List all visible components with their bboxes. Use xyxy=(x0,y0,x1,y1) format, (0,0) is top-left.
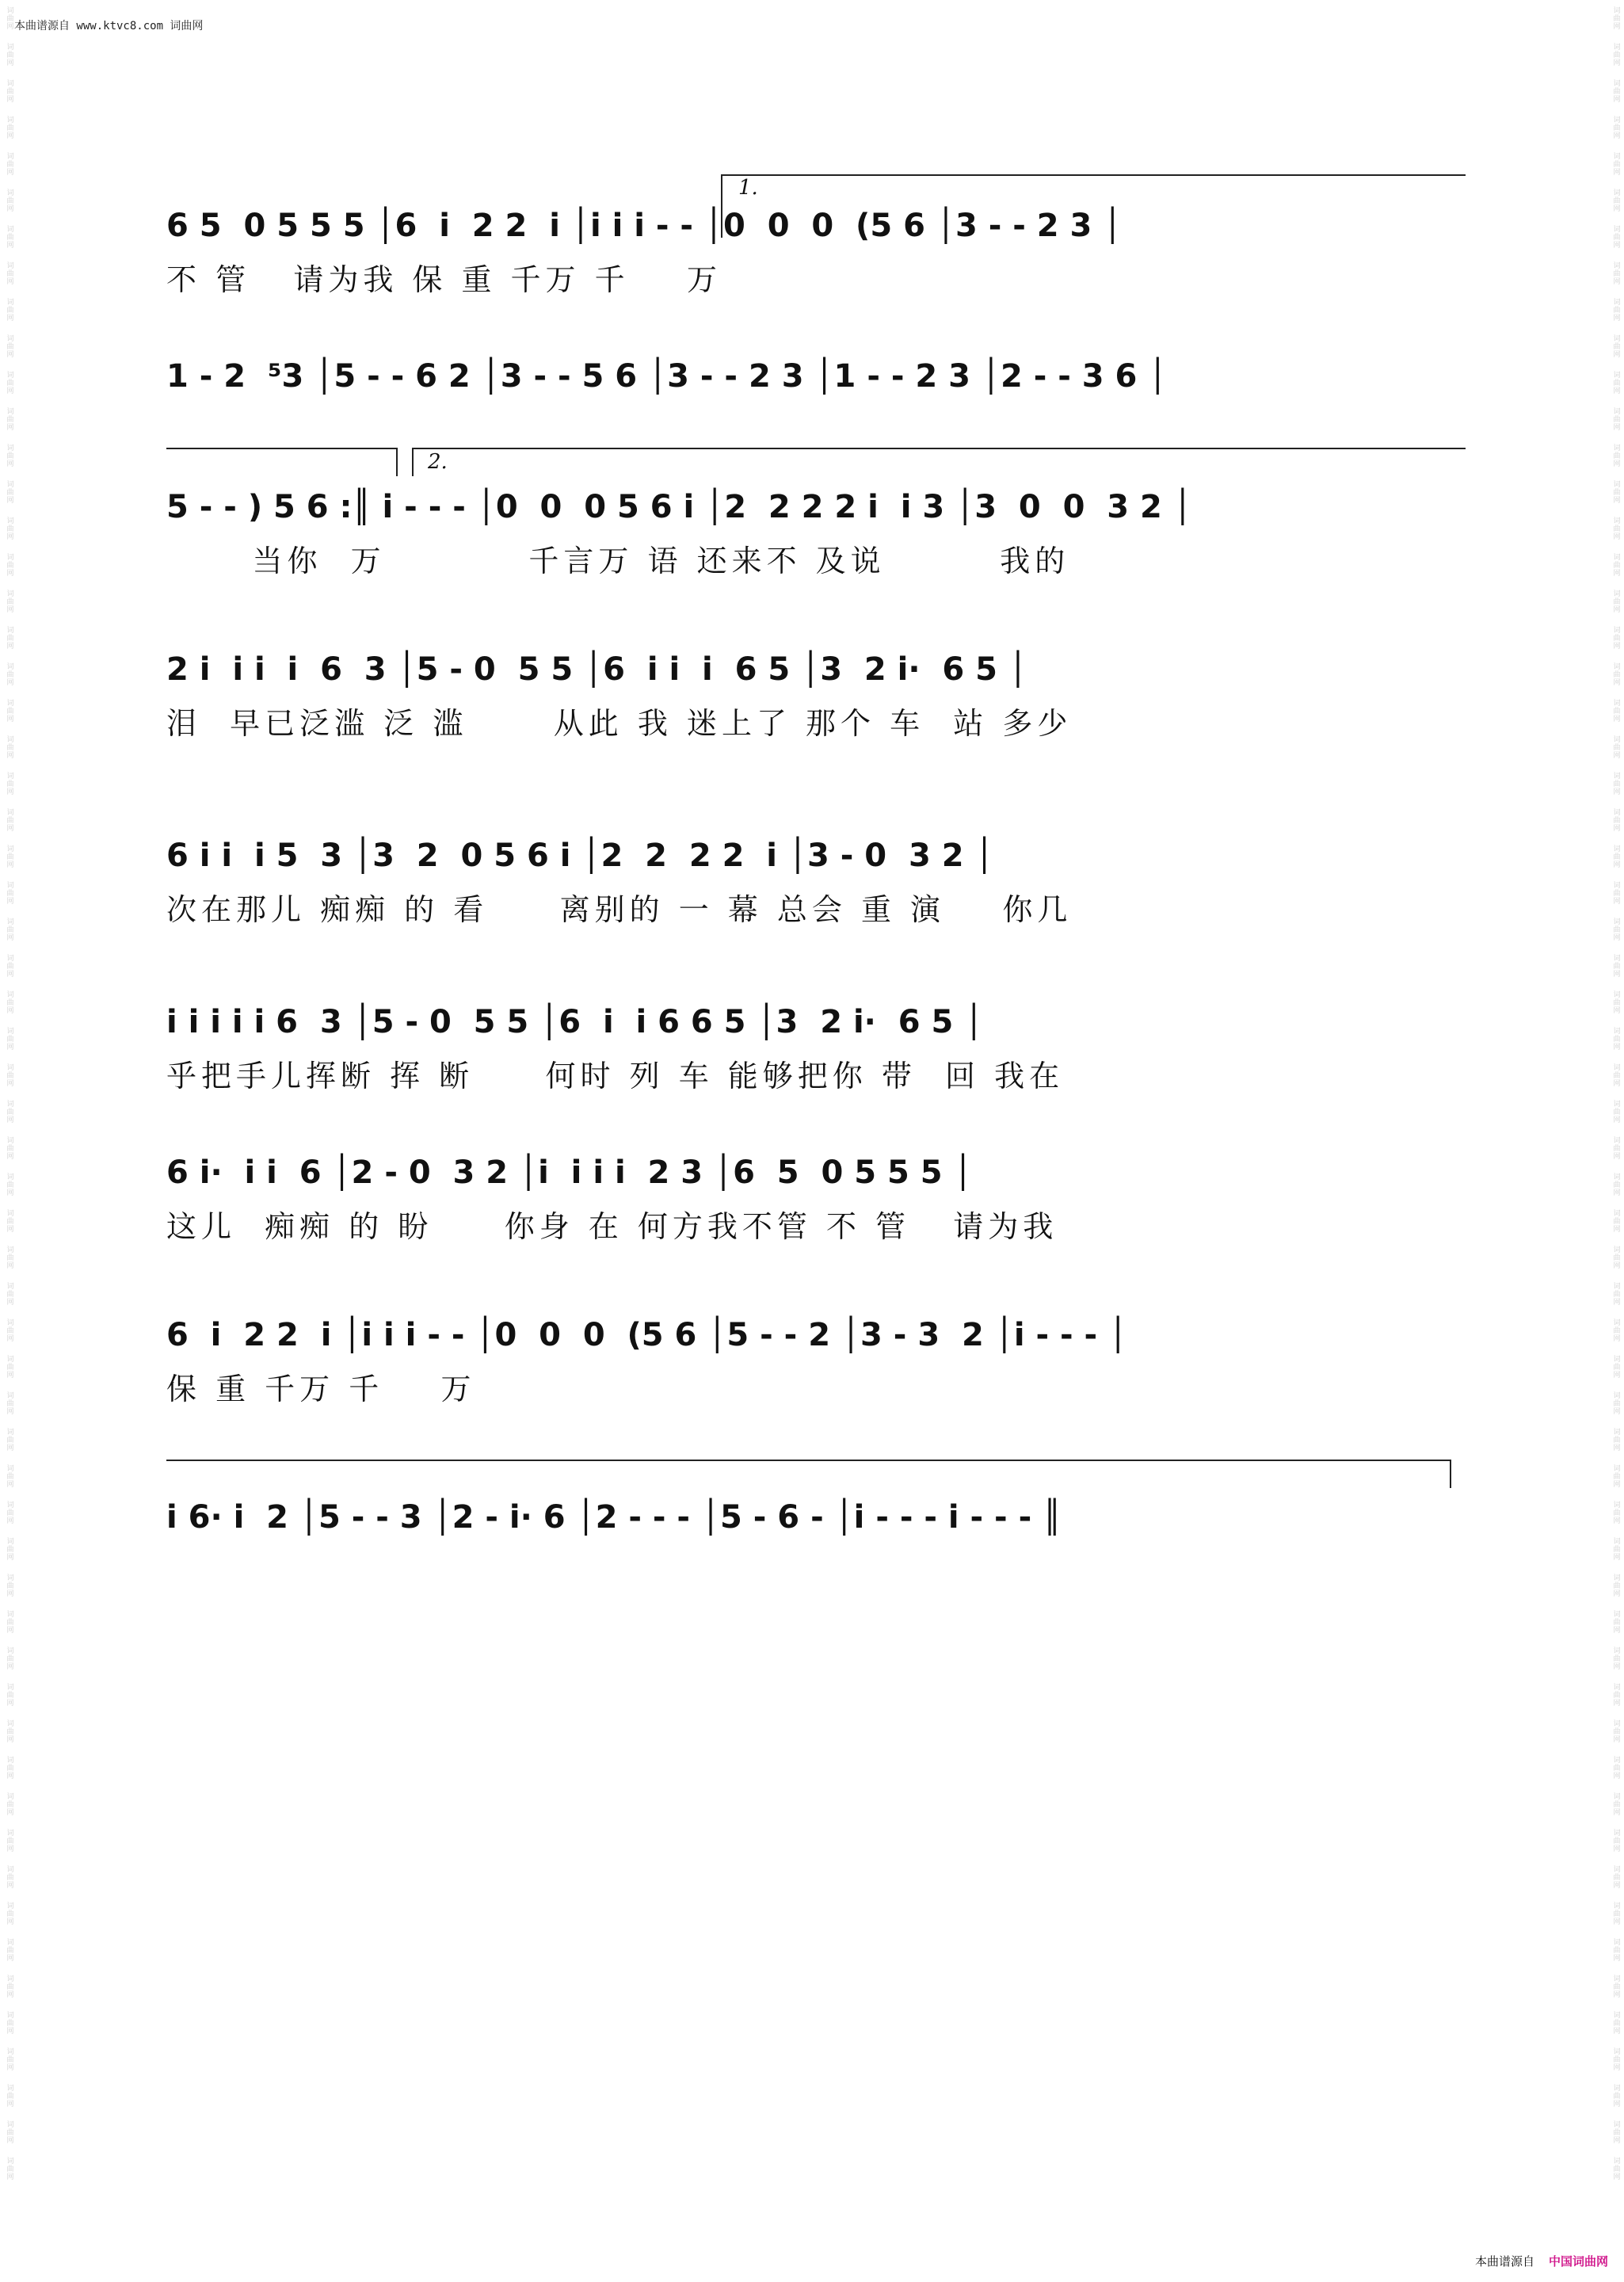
volta-two-bracket xyxy=(412,448,1466,449)
notes-line: 2 i i i i 6 3 │5 - 0 5 5 │6 i i i 6 5 │3 2 i· 6 5 │ xyxy=(166,651,1028,688)
notes-line: 6 5 0 5 5 5 │6 i 2 2 i │i i i - - │0 0 0 (5 6 │3 - - 2 3 │ xyxy=(166,208,1123,244)
lyrics-line: 保 重 千万 千 万 xyxy=(166,1372,476,1406)
volta-two-bracket-tick xyxy=(412,448,414,476)
lyrics-line: 次在那儿 痴痴 的 看 离别的 一 幕 总会 重 演 你几 xyxy=(166,892,1073,927)
lyrics-line: 不 管 请为我 保 重 千万 千 万 xyxy=(166,262,722,297)
site-logo[interactable]: 中国词曲网 xyxy=(1548,2254,1608,2269)
footer-source-text: 本曲谱源自 xyxy=(1474,2254,1534,2269)
lyrics-line: 泪 早已泛滥 泛 滥 从此 我 迷上了 那个 车 站 多少 xyxy=(166,706,1073,741)
left-edge-watermark: 词曲网 词曲网 词曲网 词曲网 词曲网 词曲网 词曲网 词曲网 词曲网 词曲网 词曲网 词曲网 词曲网 词曲网 词曲网 词曲网 词曲网 词曲网 词曲网 词曲网 词曲网 词曲网 词曲网 词曲网 词曲网 词曲网 词曲网 词曲网 词曲网 词曲网 词曲网 词曲网 词曲网 词曲网 词曲网 词曲网 词曲网 词曲网 词曲网 词曲网 词曲网 词曲网 词曲网 词曲网 词曲网 词曲网 词曲网 词曲网 词曲网 词曲网 词曲网 词曲网 词曲网 词曲网 词曲网 词曲网 词曲网 词曲网 词曲网 词曲网 xyxy=(5,6,13,2181)
final-bracket-tick xyxy=(1450,1460,1451,1488)
notes-line: 6 i 2 2 i │i i i - - │0 0 0 (5 6 │5 - - 2 │3 - 3 2 │i - - - │ xyxy=(166,1317,1128,1353)
repeat-bracket xyxy=(166,448,396,449)
lyrics-line: 这儿 痴痴 的 盼 你身 在 何方我不管 不 管 请为我 xyxy=(166,1209,1058,1244)
right-edge-watermark: 词曲网 词曲网 词曲网 词曲网 词曲网 词曲网 词曲网 词曲网 词曲网 词曲网 词曲网 词曲网 词曲网 词曲网 词曲网 词曲网 词曲网 词曲网 词曲网 词曲网 词曲网 词曲网 词曲网 词曲网 词曲网 词曲网 词曲网 词曲网 词曲网 词曲网 词曲网 词曲网 词曲网 词曲网 词曲网 词曲网 词曲网 词曲网 词曲网 词曲网 词曲网 词曲网 词曲网 词曲网 词曲网 词曲网 词曲网 词曲网 词曲网 词曲网 词曲网 词曲网 词曲网 词曲网 词曲网 词曲网 词曲网 词曲网 词曲网 词曲网 xyxy=(1611,6,1620,2181)
site-footer xyxy=(1475,2253,1608,2269)
volta-one-bracket xyxy=(721,174,1466,176)
repeat-bracket-tick xyxy=(396,448,398,476)
lyrics-line: 当你 万 千言万 语 还来不 及说 我的 xyxy=(166,544,1070,578)
final-bracket xyxy=(166,1460,1450,1461)
notes-line: 5 - - ) 5 6 :║ i - - - │0 0 0 5 6 i │2 2 2 2 i i 3 │3 0 0 3 2 │ xyxy=(166,489,1192,525)
notes-line: 6 i· i i 6 │2 - 0 3 2 │i i i i 2 3 │6 5 0 5 5 5 │ xyxy=(166,1154,973,1191)
volta-two-label: 2. xyxy=(428,450,448,474)
notes-line: 6 i i i 5 3 │3 2 0 5 6 i │2 2 2 2 i │3 - 0 3 2 │ xyxy=(166,838,994,874)
notes-line: i 6· i 2 │5 - - 3 │2 - i· 6 │2 - - - │5 - 6 - │i - - - i - - - ║ xyxy=(166,1499,1062,1536)
lyrics-line: 乎把手儿挥断 挥 断 何时 列 车 能够把你 带 回 我在 xyxy=(166,1059,1065,1093)
notes-line: 1 - 2 ⁵3 │5 - - 6 2 │3 - - 5 6 │3 - - 2 3 │1 - - 2 3 │2 - - 3 6 │ xyxy=(166,358,1168,395)
volta-one-label: 1. xyxy=(738,176,758,200)
source-note: 本曲谱源自 www.ktvc8.com 词曲网 xyxy=(14,20,204,32)
notes-line: i i i i i 6 3 │5 - 0 5 5 │6 i i 6 6 5 │3 2 i· 6 5 │ xyxy=(166,1004,984,1040)
